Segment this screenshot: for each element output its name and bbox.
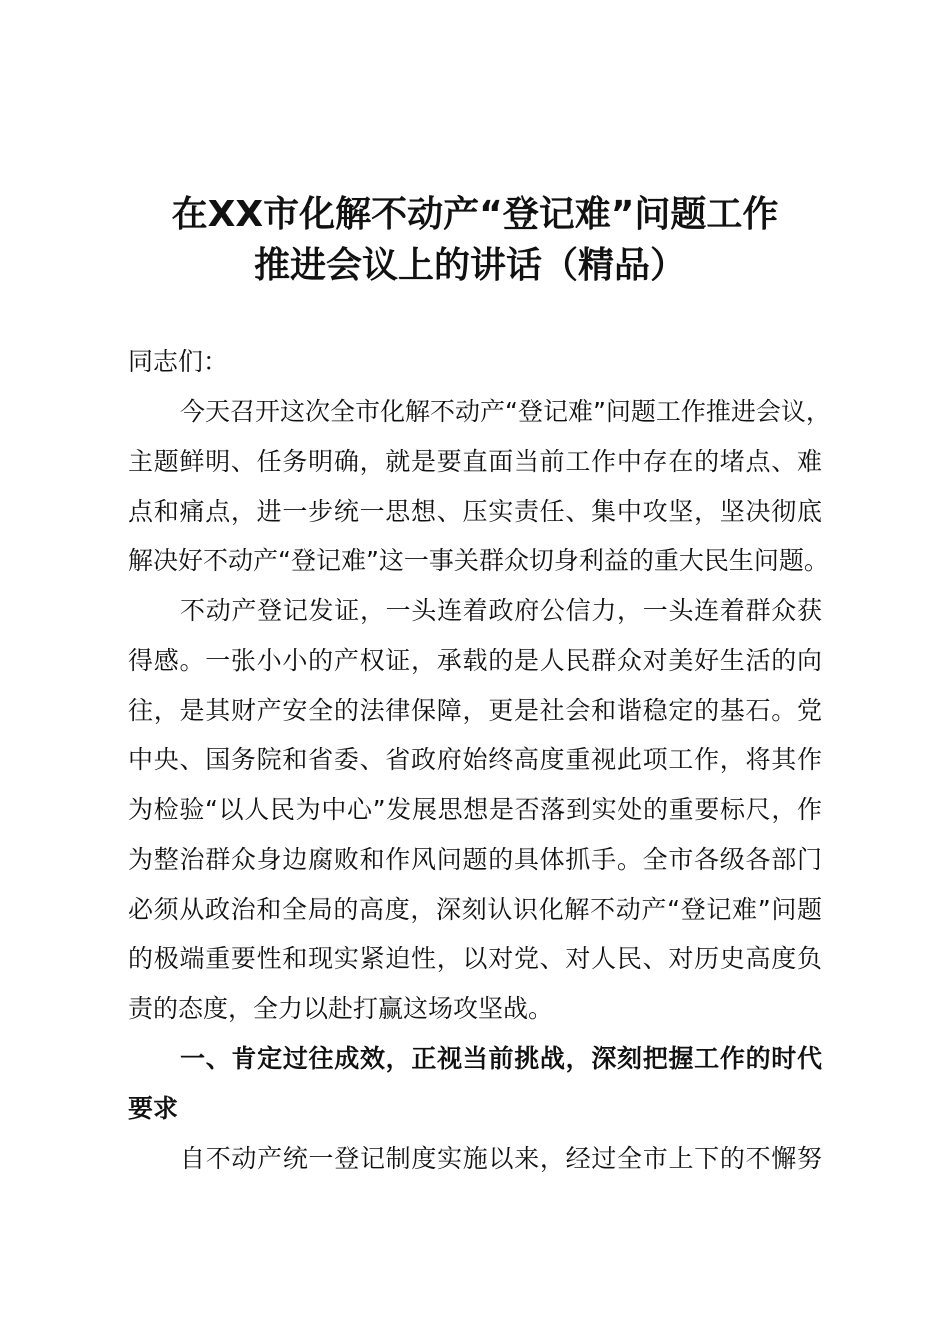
paragraph-line: 必须从政治和全局的高度，深刻认识化解不动产“登记难”问题 — [128, 895, 822, 924]
salutation: 同志们： — [128, 347, 229, 376]
document-title-line-1: 在XX市化解不动产“登记难”问题工作 — [171, 194, 779, 235]
paragraph-line: 为检验“以人民为中心”发展思想是否落到实处的重要标尺，作 — [128, 795, 822, 824]
paragraph-line: 往，是其财产安全的法律保障，更是社会和谐稳定的基石。党 — [128, 696, 822, 725]
paragraph-line: 得感。一张小小的产权证，承载的是人民群众对美好生活的向 — [128, 646, 822, 675]
paragraph-line: 中央、国务院和省委、省政府始终高度重视此项工作，将其作 — [128, 745, 822, 774]
paragraph-line: 今天召开这次全市化解不动产“登记难”问题工作推进会议， — [180, 397, 831, 426]
paragraph-line: 为整治群众身边腐败和作风问题的具体抓手。全市各级各部门 — [128, 845, 822, 874]
paragraph-line: 主题鲜明、任务明确，就是要直面当前工作中存在的堵点、难 — [128, 447, 822, 476]
paragraph-line: 点和痛点，进一步统一思想、压实责任、集中攻坚，坚决彻底 — [128, 497, 822, 526]
section-heading-line: 一、肯定过往成效，正视当前挑战，深刻把握工作的时代 — [180, 1044, 822, 1073]
paragraph-line: 自不动产统一登记制度实施以来，经过全市上下的不懈努 — [180, 1144, 822, 1173]
paragraph-line: 责的态度，全力以赴打赢这场攻坚战。 — [128, 994, 554, 1023]
section-heading-line: 要求 — [128, 1094, 179, 1123]
document-title-line-2: 推进会议上的讲话（精品） — [253, 245, 686, 286]
paragraph-line: 不动产登记发证，一头连着政府公信力，一头连着群众获 — [180, 596, 822, 625]
paragraph-line: 的极端重要性和现实紧迫性，以对党、对人民、对历史高度负 — [128, 944, 822, 973]
paragraph-line: 解决好不动产“登记难”这一事关群众切身利益的重大民生问题。 — [128, 546, 829, 575]
